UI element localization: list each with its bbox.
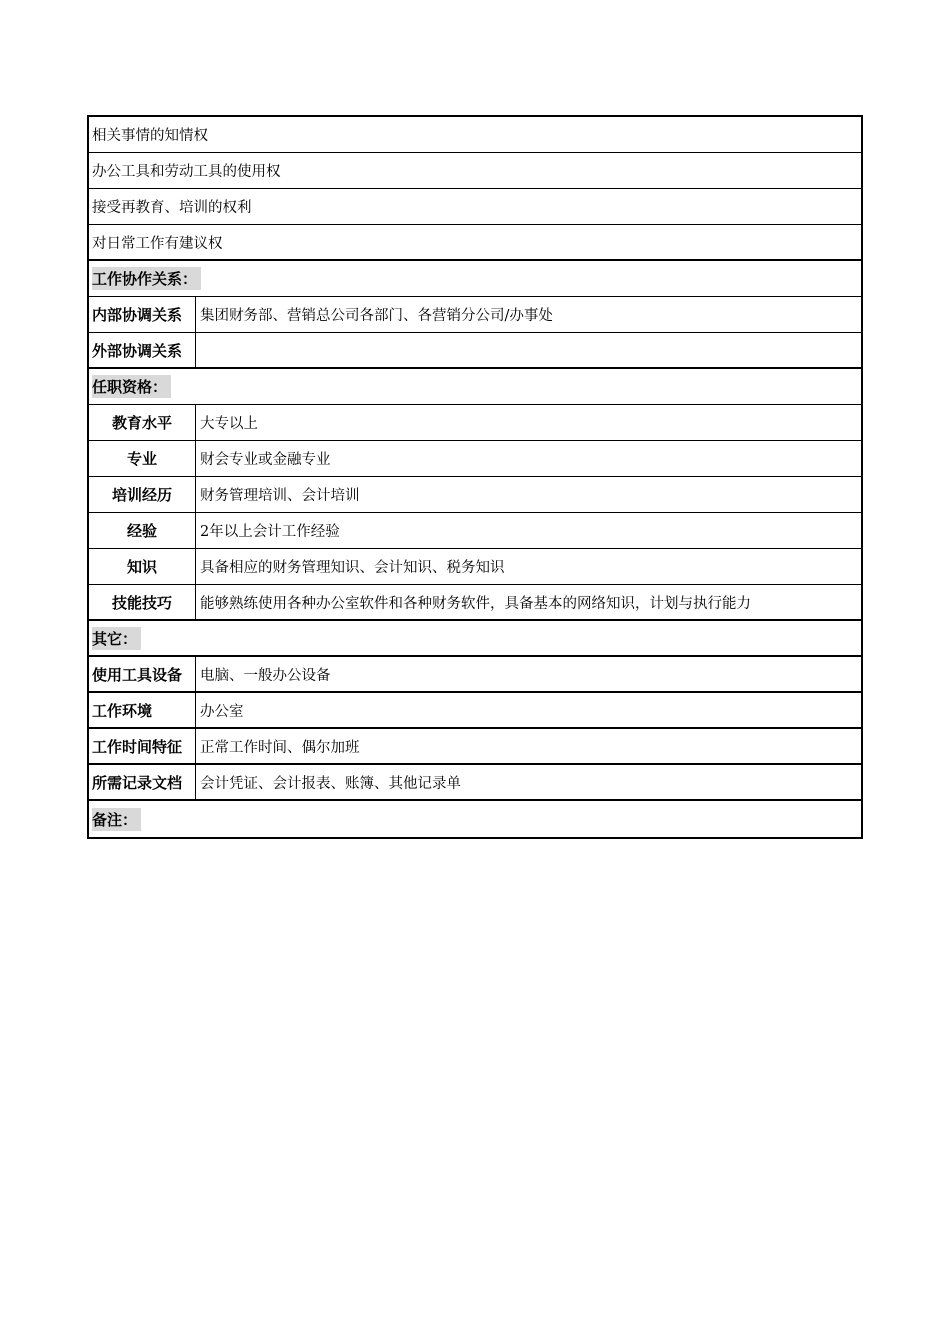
- field-value: 电脑、一般办公设备: [200, 667, 331, 684]
- field-value: 大专以上: [200, 416, 258, 432]
- right-item: 接受再教育、培训的权利: [92, 200, 252, 216]
- field-label: 教育水平: [89, 405, 196, 440]
- field-label: 内部协调关系: [89, 297, 196, 332]
- section-title: 备注：: [92, 808, 141, 831]
- field-value: 办公室: [200, 703, 244, 720]
- table-row: [89, 657, 861, 693]
- table-row: [89, 441, 861, 477]
- job-description-table: [87, 115, 863, 839]
- rights-row: [89, 225, 861, 261]
- field-label: 经验: [89, 513, 196, 548]
- section-header-collaboration: [89, 261, 861, 297]
- table-row: [89, 405, 861, 441]
- table-row: [89, 549, 861, 585]
- table-row: [89, 585, 861, 621]
- section-title: 工作协作关系：: [92, 267, 201, 290]
- field-value: 2年以上会计工作经验: [200, 524, 340, 540]
- section-header-qualifications: [89, 369, 861, 405]
- field-value: 具备相应的财务管理知识、会计知识、税务知识: [200, 560, 505, 576]
- field-value: 财会专业或金融专业: [200, 452, 331, 468]
- field-label: 专业: [89, 441, 196, 476]
- right-item: 办公工具和劳动工具的使用权: [92, 164, 281, 180]
- field-value: 正常工作时间、偶尔加班: [200, 739, 360, 756]
- section-title: 任职资格：: [92, 375, 171, 398]
- field-value: 能够熟练使用各种办公室软件和各种财务软件，具备基本的网络知识，计划与执行能力: [200, 595, 751, 612]
- field-label: 培训经历: [89, 477, 196, 512]
- section-header-notes: [89, 801, 861, 837]
- field-label: 使用工具设备: [89, 657, 196, 691]
- right-item: 相关事情的知情权: [92, 128, 208, 144]
- rights-row: [89, 189, 861, 225]
- field-value: 会计凭证、会计报表、账簿、其他记录单: [200, 775, 461, 792]
- section-header-other: [89, 621, 861, 657]
- table-row: [89, 513, 861, 549]
- rights-row: [89, 117, 861, 153]
- field-value: [196, 333, 861, 367]
- field-value: 集团财务部、营销总公司各部门、各营销分公司/办事处: [200, 308, 553, 324]
- table-row: [89, 333, 861, 369]
- field-label: 工作时间特征: [89, 729, 196, 763]
- right-item: 对日常工作有建议权: [92, 235, 223, 252]
- table-row: [89, 477, 861, 513]
- table-row: [89, 297, 861, 333]
- field-label: 工作环境: [89, 693, 196, 727]
- field-value: 财务管理培训、会计培训: [200, 488, 360, 504]
- field-label: 所需记录文档: [89, 765, 196, 799]
- rights-row: [89, 153, 861, 189]
- field-label: 技能技巧: [89, 585, 196, 619]
- table-row: [89, 729, 861, 765]
- field-label: 知识: [89, 549, 196, 584]
- table-row: [89, 693, 861, 729]
- section-title: 其它：: [92, 627, 141, 650]
- table-row: [89, 765, 861, 801]
- field-label: 外部协调关系: [89, 333, 196, 367]
